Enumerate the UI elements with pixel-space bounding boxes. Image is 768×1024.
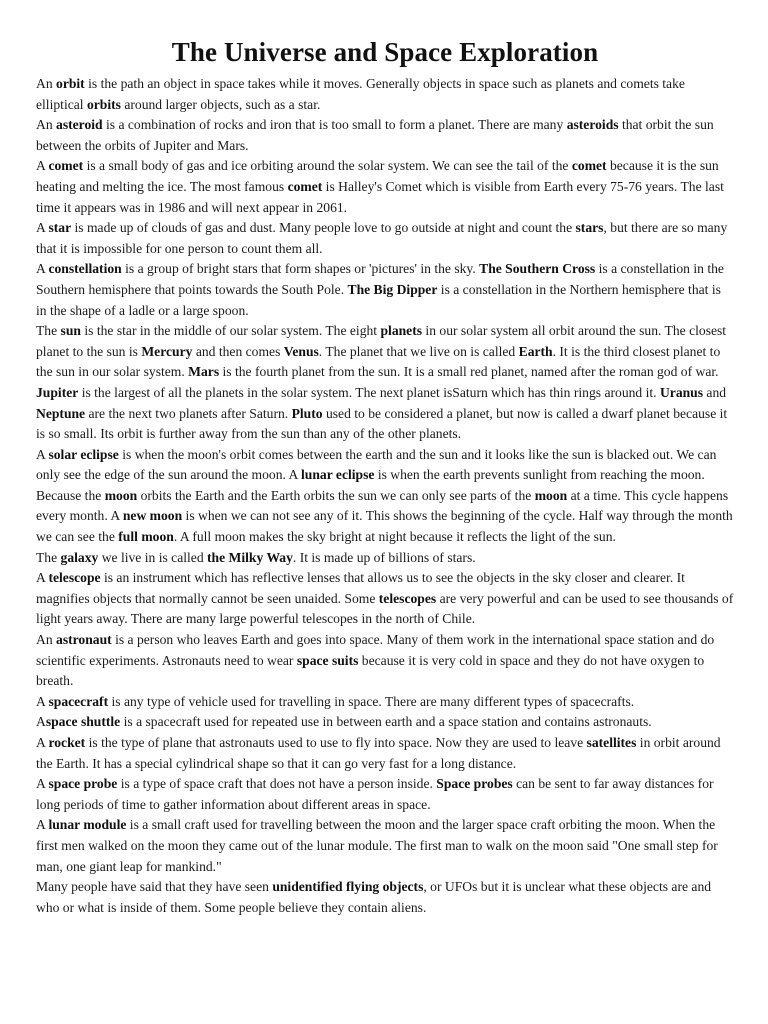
bold-term: Venus bbox=[283, 343, 319, 359]
bold-term: lunar eclipse bbox=[301, 467, 375, 483]
text-run: . A full moon makes the sky bright at night because it reflects the light of the sun. bbox=[173, 529, 616, 545]
text-run: can be sent to far away distances for long periods of time to gather information about different areas in space. bbox=[36, 776, 714, 812]
bold-term: Space probes bbox=[436, 776, 513, 792]
paragraph-10 bbox=[36, 568, 734, 630]
text-run: is a small craft used for travelling between the moon and the larger space craft orbiting the moon. When the first men walked on the moon they came out of the lunar module. The first man to walk on the moon said "One small step for man, one giant leap for mankind." bbox=[36, 817, 718, 874]
text-run: is a constellation in the Northern hemisphere that is in the shape of a ladle or a large spoon. bbox=[36, 281, 721, 318]
text-run: An bbox=[36, 76, 57, 91]
bold-term: space probe bbox=[48, 776, 118, 792]
bold-term: The Big Dipper bbox=[347, 281, 438, 297]
text-run: we live in is called bbox=[98, 549, 208, 565]
paragraph-12 bbox=[36, 692, 734, 713]
text-run: The bbox=[36, 549, 61, 565]
text-run: A bbox=[36, 261, 49, 277]
page-title: The Universe and Space Exploration bbox=[171, 37, 599, 67]
bold-term: space suits bbox=[296, 652, 359, 668]
text-run: at a time. This cycle happens every month. A bbox=[36, 487, 729, 524]
text-run: is the path an object in space takes while it moves. Generally objects in space such as planets and comets take elliptical bbox=[36, 76, 685, 112]
bold-term: stars bbox=[575, 220, 604, 236]
text-run: in orbit around the Earth. It has a special cylindrical shape so that it can go very fast for a long distance. bbox=[36, 735, 721, 771]
text-run: , or UFOs but it is unclear what these objects are and who or what is inside of them. Some people believe they contain aliens. bbox=[36, 879, 712, 915]
bold-term: satellites bbox=[586, 735, 637, 750]
bold-term: asteroids bbox=[566, 117, 619, 133]
text-run: is a group of bright stars that form shapes or 'pictures' in the sky. bbox=[121, 261, 480, 277]
text-run: is a spacecraft used for repeated use in between earth and a space station and contains astronauts. bbox=[120, 714, 652, 730]
text-run: is a type of space craft that does not have a person inside. bbox=[117, 776, 437, 792]
text-run: is when we can not see any of it. This shows the beginning of the cycle. Half way through the month we can see the bbox=[36, 508, 733, 545]
paragraph-8 bbox=[36, 486, 734, 548]
text-run: is Halley's Comet which is visible from Earth every 75-76 years. The last time it appears was in 1986 and will next appear in 2061. bbox=[36, 178, 724, 215]
bold-term: the Milky Way bbox=[207, 549, 293, 565]
bold-term: moon bbox=[104, 487, 138, 503]
bold-term: spacecraft bbox=[48, 693, 109, 709]
bold-term: telescopes bbox=[378, 590, 437, 606]
text-run: is the type of plane that astronauts used to use to fly into space. Now they are used to leave bbox=[85, 735, 587, 750]
paragraph-3 bbox=[36, 156, 734, 218]
text-run: that orbit the sun between the orbits of Jupiter and Mars. bbox=[36, 117, 714, 153]
text-run: is the largest of all the planets in the solar system. The next planet isSaturn which has thin rings around it. bbox=[78, 384, 660, 400]
bold-term: constellation bbox=[48, 261, 122, 277]
paragraph-9 bbox=[36, 548, 734, 569]
text-run: used to be considered a planet, but now is called a dwarf planet because it is so small. Its orbit is further away from the sun than any of the other planets. bbox=[36, 405, 728, 442]
text-run: is the fourth planet from the sun. It is a small red planet, named after the roman god of war. bbox=[219, 364, 719, 380]
bold-term: The Southern Cross bbox=[479, 261, 596, 277]
text-run: is a small body of gas and ice orbiting around the solar system. We can see the tail of the bbox=[83, 158, 572, 174]
bold-term: solar eclipse bbox=[48, 446, 119, 462]
text-run: , but there are so many that it is impossible for one person to count them all. bbox=[36, 220, 728, 256]
paragraph-1 bbox=[36, 74, 734, 115]
text-run: The bbox=[36, 323, 61, 339]
bold-term: astronaut bbox=[56, 632, 112, 648]
bold-term: sun bbox=[60, 323, 81, 339]
bold-term: unidentified flying objects bbox=[272, 879, 424, 895]
text-run: are very powerful and can be used to see thousands of light years away. There are many large powerful telescopes in the north of Chile. bbox=[36, 590, 734, 627]
paragraph-2 bbox=[36, 115, 734, 156]
bold-term: lunar module bbox=[48, 817, 127, 833]
paragraph-15 bbox=[36, 774, 734, 815]
document-body bbox=[36, 74, 734, 918]
bold-term: comet bbox=[48, 158, 84, 174]
bold-term: comet bbox=[287, 178, 323, 194]
text-run: A bbox=[36, 570, 49, 586]
bold-term: Neptune bbox=[36, 405, 86, 421]
bold-term: Jupiter bbox=[36, 384, 79, 400]
text-run: around larger objects, such as a star. bbox=[120, 96, 321, 112]
bold-term: Pluto bbox=[291, 405, 323, 421]
text-run: An bbox=[36, 632, 57, 648]
bold-term: orbit bbox=[56, 76, 85, 91]
text-run: A bbox=[36, 446, 49, 462]
text-run: A bbox=[36, 693, 49, 709]
bold-term: galaxy bbox=[60, 549, 99, 565]
bold-term: telescope bbox=[48, 570, 101, 586]
paragraph-7 bbox=[36, 445, 734, 486]
text-run: is any type of vehicle used for travelling in space. There are many different types of spacecrafts. bbox=[108, 693, 635, 709]
bold-term: moon bbox=[534, 487, 568, 503]
text-run: A bbox=[36, 220, 49, 236]
text-run: is the star in the middle of our solar system. The eight bbox=[80, 323, 381, 339]
text-run: is an instrument which has reflective lenses that allows us to see the objects in the sky closer and clearer. It magnifies objects that normally cannot be seen unaided. Some bbox=[36, 570, 685, 606]
paragraph-6 bbox=[36, 321, 734, 445]
text-run: A bbox=[36, 158, 49, 174]
text-run: is a person who leaves Earth and goes into space. Many of them work in the international space station and do scientific experiments. Astronauts need to wear bbox=[36, 632, 715, 668]
bold-term: Mars bbox=[188, 364, 220, 380]
paragraph-11 bbox=[36, 630, 734, 692]
text-run: . It is the third closest planet to the sun in our solar system. bbox=[36, 343, 721, 380]
text-run: is when the moon's orbit comes between the earth and the sun and it looks like the sun is blacked out. We can only see the edge of the sun around the moon. A bbox=[36, 446, 717, 483]
text-run: is a constellation in the Southern hemisphere that points towards the South Pole. bbox=[36, 261, 724, 297]
text-run: in our solar system all orbit around the sun. The closest planet to the sun is bbox=[36, 323, 727, 359]
bold-term: rocket bbox=[48, 735, 86, 750]
bold-term: asteroid bbox=[56, 117, 103, 133]
bold-term: space shuttle bbox=[45, 714, 121, 730]
text-run: A bbox=[36, 714, 46, 730]
text-run: is when the earth prevents sunlight from reaching the moon. bbox=[374, 467, 705, 483]
paragraph-4 bbox=[36, 218, 734, 259]
text-run: . It is made up of billions of stars. bbox=[292, 549, 476, 565]
bold-term: Mercury bbox=[141, 343, 193, 359]
paragraph-16 bbox=[36, 815, 734, 877]
text-run: A bbox=[36, 817, 49, 833]
text-run: and then comes bbox=[192, 343, 284, 359]
text-run: are the next two planets after Saturn. bbox=[85, 405, 292, 421]
bold-term: new moon bbox=[122, 508, 183, 524]
paragraph-14 bbox=[36, 733, 734, 774]
bold-term: planets bbox=[380, 323, 423, 339]
text-run: A bbox=[36, 776, 49, 792]
bold-term: comet bbox=[571, 158, 607, 174]
text-run: Many people have said that they have seen bbox=[36, 879, 273, 895]
text-run: An bbox=[36, 117, 57, 133]
text-run: and bbox=[703, 384, 727, 400]
paragraph-5 bbox=[36, 259, 734, 321]
text-run: because it is the sun heating and melting the ice. The most famous bbox=[36, 158, 719, 194]
bold-term: star bbox=[48, 220, 72, 236]
text-run: A bbox=[36, 735, 49, 750]
text-run: is a combination of rocks and iron that is too small to form a planet. There are many bbox=[102, 117, 567, 133]
text-run: orbits the Earth and the Earth orbits the sun we can only see parts of the bbox=[137, 487, 535, 503]
text-run: . The planet that we live on is called bbox=[318, 343, 519, 359]
bold-term: orbits bbox=[86, 96, 121, 112]
bold-term: Uranus bbox=[659, 384, 704, 400]
paragraph-13 bbox=[36, 712, 734, 733]
text-run: is made up of clouds of gas and dust. Many people love to go outside at night and count the bbox=[71, 220, 576, 236]
bold-term: full moon bbox=[118, 529, 174, 545]
bold-term: Earth bbox=[518, 343, 553, 359]
text-run: because it is very cold in space and they do not have oxygen to breath. bbox=[36, 652, 705, 689]
text-run: Because the bbox=[36, 487, 105, 503]
paragraph-17 bbox=[36, 877, 734, 918]
